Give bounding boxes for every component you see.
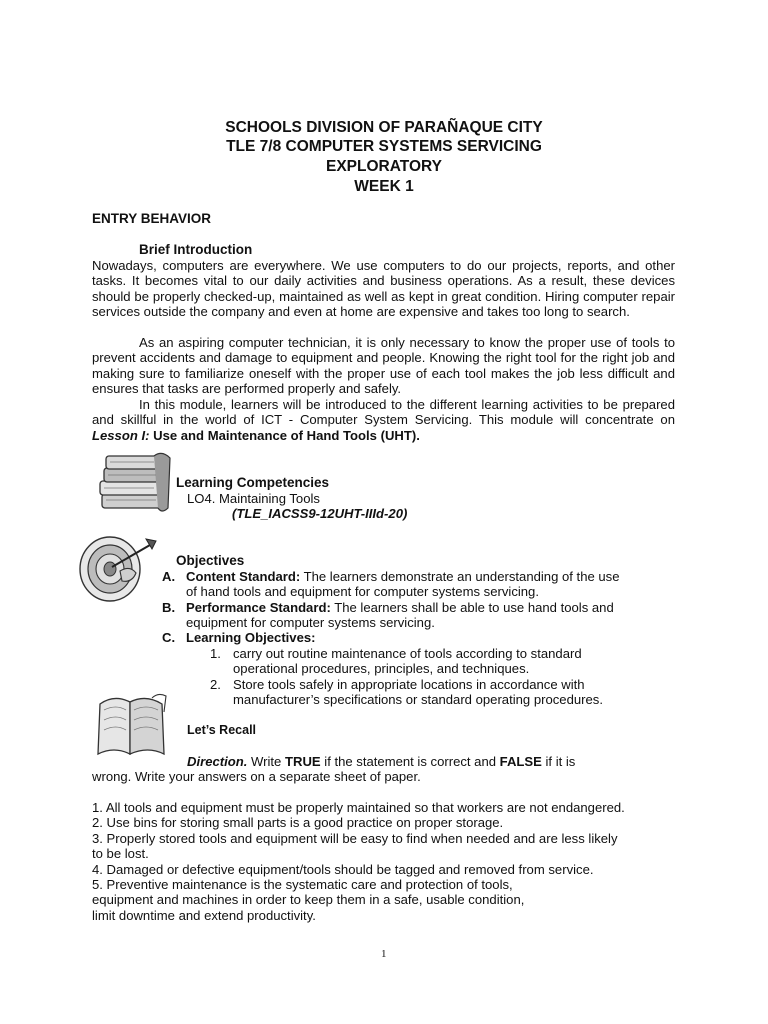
objective-c1-line1: carry out routine maintenance of tools according to standard	[233, 646, 582, 661]
objective-a-line1: Content Standard: The learners demonstrate an understanding of the use	[186, 569, 620, 584]
objective-c1-line2: operational procedures, principles, and techniques.	[233, 661, 530, 676]
objective-a-letter: A.	[162, 569, 176, 584]
objectives-heading: Objectives	[176, 553, 245, 568]
competency-code: (TLE_IACSS9-12UHT-IIId-20)	[232, 506, 408, 521]
open-book-icon	[92, 690, 170, 760]
learning-competencies-heading: Learning Competencies	[176, 475, 330, 490]
direction-line1: Direction. Write TRUE if the statement is correct and FALSE if it is	[187, 754, 576, 769]
objective-a-line2: of hand tools and equipment for computer systems servicing.	[186, 584, 539, 599]
objective-c1-number: 1.	[210, 646, 221, 661]
objective-c2-line1: Store tools safely in appropriate locations in accordance with	[233, 677, 585, 692]
header-school-division: SCHOOLS DIVISION OF PARAÑAQUE CITY	[225, 119, 543, 136]
recall-item: 1. All tools and equipment must be properly maintained so that workers are not endangered.	[92, 800, 625, 815]
page-number: 1	[381, 948, 387, 960]
objective-c2-number: 2.	[210, 677, 221, 692]
intro-paragraph-2: As an aspiring computer technician, it is only necessary to know the proper use of tools to prevent accidents and damage to equipment and people. Knowing the right tool for the right job and making sure to familiarize oneself with the proper use of each tool makes the job less difficult and ensures that tasks are performed properly and safely.	[92, 335, 675, 397]
objective-c-label: Learning Objectives:	[186, 630, 316, 645]
direction-line2: wrong. Write your answers on a separate sheet of paper.	[92, 769, 421, 784]
recall-item: to be lost.	[92, 846, 149, 861]
lesson-label: Lesson I:	[92, 427, 150, 443]
header-week: WEEK 1	[354, 178, 414, 195]
recall-item: 2. Use bins for storing small parts is a good practice on proper storage.	[92, 815, 504, 830]
recall-item: 4. Damaged or defective equipment/tools should be tagged and removed from service.	[92, 862, 594, 877]
entry-behavior-heading: ENTRY BEHAVIOR	[92, 211, 212, 226]
intro-paragraph-3: In this module, learners will be introduced to the different learning activities to be prepared and skillful in the world of ICT - Computer System Servicing. This module will concentrate on Lesson I: Use and Maintenance of Hand Tools (UHT).	[92, 397, 675, 443]
objective-c2-line2: manufacturer’s specifications or standard operating procedures.	[233, 692, 603, 707]
competency-lo4: LO4. Maintaining Tools	[187, 491, 320, 506]
lesson-title: Use and Maintenance of Hand Tools (UHT).	[149, 427, 420, 443]
brief-introduction-heading: Brief Introduction	[139, 242, 253, 257]
objective-b-line2: equipment for computer systems servicing.	[186, 615, 435, 630]
header-exploratory: EXPLORATORY	[326, 158, 442, 175]
lets-recall-heading: Let’s Recall	[187, 723, 257, 737]
objective-c-letter: C.	[162, 630, 176, 645]
recall-item: limit downtime and extend productivity.	[92, 908, 316, 923]
recall-item: 3. Properly stored tools and equipment will be easy to find when needed and are less likely	[92, 831, 618, 846]
recall-item: 5. Preventive maintenance is the systematic care and protection of tools,	[92, 877, 513, 892]
intro-paragraph-1: Nowadays, computers are everywhere. We use computers to do our projects, reports, and other tasks. It becomes vital to our daily activities and business operations. As a result, these devices should be properly checked-up, maintained as well as kept in great condition. Hiring computer repair services outside the company and even at home are expensive and takes too long to search.	[92, 258, 675, 320]
objective-b-letter: B.	[162, 600, 176, 615]
books-icon	[96, 448, 176, 516]
recall-item: equipment and machines in order to keep them in a safe, usable condition,	[92, 892, 525, 907]
target-icon	[76, 531, 164, 605]
objective-b-line1: Performance Standard: The learners shall be able to use hand tools and	[186, 600, 614, 615]
header-course-title: TLE 7/8 COMPUTER SYSTEMS SERVICING	[226, 138, 542, 155]
